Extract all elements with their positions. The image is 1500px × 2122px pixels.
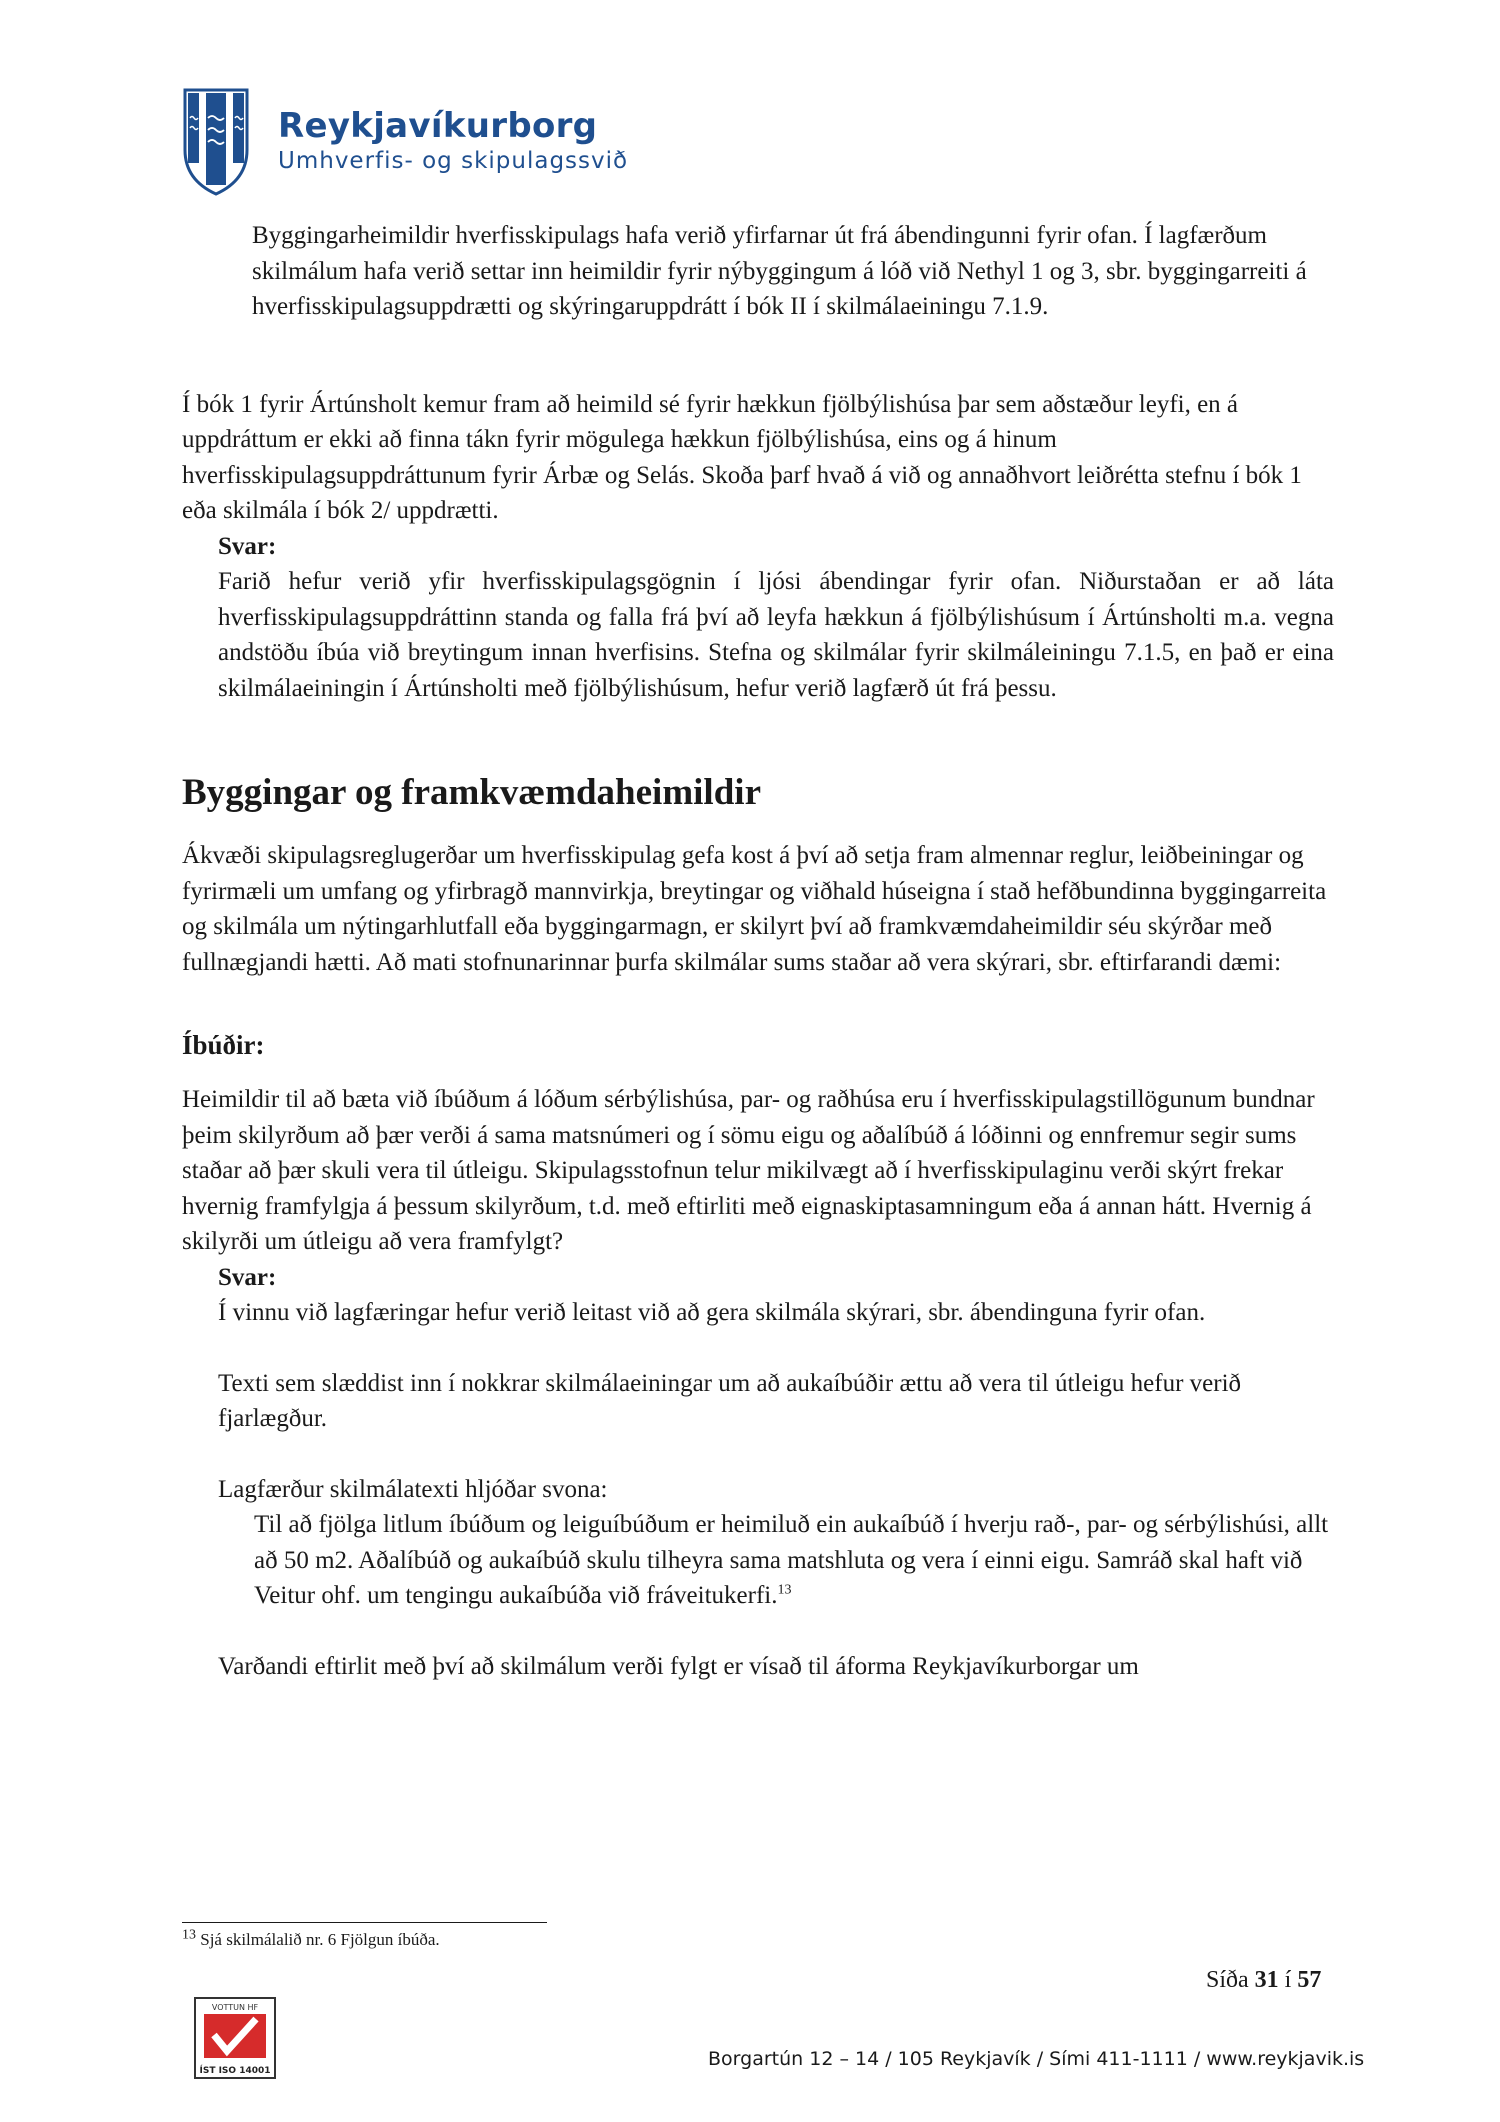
page-total: 57: [1297, 1967, 1322, 1993]
page-number: [1206, 1967, 1321, 1994]
page-prefix: Síða: [1206, 1967, 1255, 1993]
paragraph-framkvaemdaheimildir: Ákvæði skipulagsreglugerðar um hverfisskipulag gefa kost á því að setja fram almennar reglur, leiðbeiningar og fyrirmæli um umfang og yfirbragð mannvirkja, breytingar og viðhald húseigna í stað hefðbundinna byggingarreita og skilmála um nýtingarhlutfall eða byggingarmagn, er skilyrt því að framkvæmdaheimildir séu skýrðar með fullnægjandi hætti. Að mati stofnunarinnar þurfa skilmálar sums staðar að vera skýrari, sbr. eftirfarandi dæmi:: [182, 842, 1327, 976]
subheading-ibudir: Íbúðir:: [182, 1030, 265, 1060]
footnote: [182, 1927, 440, 1950]
answer-label-2: Svar:: [218, 1263, 277, 1291]
revised-text-body: Til að fjölga litlum íbúðum og leiguíbúðum er heimiluð ein aukaíbúð í hverju rað-, par- og sérbýlishúsi, allt að 50 m2. Aðalíbúð og aukaíbúð skulu tilheyra sama matshluta og vera í einni eigu. Samráð skal haft við Veitur ohf. um tengingu aukaíbúða við fráveitukerfi.: [254, 1511, 1329, 1609]
footnote-ref[interactable]: 13: [777, 1582, 792, 1598]
footnote-text: Sjá skilmálalið nr. 6 Fjölgun íbúða.: [196, 1930, 440, 1949]
paragraph-answer-artunsholt: Farið hefur verið yfir hverfisskipulagsgögnin í ljósi ábendingar fyrir ofan. Niðurstaðan er að láta hverfisskipulagsuppdráttinn standa og falla frá því að leyfa hækkun á fjölbýlishúsum í Ártúnsholti m.a. vegna andstöðu íbúa við breytingum innan hverfisins. Stefna og skilmálar fyrir skilmáleiningu 7.1.5, en það er eina skilmálaeiningin í Ártúnsholti með fjölbýlishúsum, hefur verið lagfærð út frá þessu.: [218, 568, 1334, 702]
page-current: 31: [1254, 1967, 1279, 1993]
answer-block-1: [218, 529, 1334, 707]
footnote-number: 13: [182, 1927, 196, 1943]
paragraph-answer-ibudir: Í vinnu við lagfæringar hefur verið leitast við að gera skilmála skýrari, sbr. ábendinguna fyrir ofan.: [218, 1299, 1206, 1326]
document-body: [182, 218, 1334, 1684]
paragraph-answer-nethyl: Byggingarheimildir hverfisskipulags hafa verið yfirfarnar út frá ábendingunni fyrir ofan. Í lagfærðum skilmálum hafa verið settar inn heimildir fyrir nýbyggingum á lóð við Nethyl 1 og 3, sbr. byggingarreiti á hverfisskipulagsuppdrætti og skýringaruppdrátt í bók II í skilmálaeiningu 7.1.9.: [252, 222, 1307, 320]
footnote-divider: [182, 1922, 547, 1923]
brand: [278, 106, 628, 176]
cert-bottom-text: ÍST ISO 14001: [199, 2066, 271, 2076]
page-separator: í: [1278, 1967, 1298, 1993]
section-heading: Byggingar og framkvæmdaheimildir: [182, 772, 761, 813]
brand-subtitle: Umhverfis- og skipulagssvið: [278, 148, 629, 174]
answer-label: Svar:: [218, 532, 277, 560]
paragraph-removed-text: Texti sem slæddist inn í nokkrar skilmálaeiningar um að aukaíbúðir ættu að vera til útleigu hefur verið fjarlægður.: [218, 1369, 1242, 1432]
paragraph-revised-text: [254, 1507, 1334, 1614]
paragraph-eftirlit: Varðandi eftirlit með því að skilmálum verði fylgt er vísað til áforma Reykjavíkurborgar um: [218, 1652, 1139, 1680]
answer-block-2: [218, 1260, 1334, 1685]
footer-address: Borgartún 12 – 14 / 105 Reykjavík / Sími 411-1111 / www.reykjavik.is: [708, 2048, 1365, 2070]
brand-name: Reykjavíkurborg: [278, 106, 598, 146]
paragraph-artunsholt-comment: Í bók 1 fyrir Ártúnsholt kemur fram að heimild sé fyrir hækkun fjölbýlishúsa þar sem aðstæður leyfi, en á uppdráttum er ekki að finna tákn fyrir mögulega hækkun fjölbýlishúsa, eins og á hinum hverfisskipulagsuppdráttunum fyrir Árbæ og Selás. Skoða þarf hvað á við og annaðhvort leiðrétta stefnu í bók 1 eða skilmála í bók 2/ uppdrætti.: [182, 390, 1302, 524]
reykjavik-coat-of-arms-logo: [183, 88, 249, 196]
iso-certification-badge: [194, 1997, 276, 2079]
cert-top-text: VOTTUN HF: [211, 2003, 259, 2012]
paragraph-ibudir-comment: Heimildir til að bæta við íbúðum á lóðum sérbýlishúsa, par- og raðhúsa eru í hverfisskipulagstillögunum bundnar þeim skilyrðum að þær verði á sama matsnúmeri og í sömu eigu og aðalíbúð á lóðinni og ennfremur segir sums staðar að þær skuli vera til útleigu. Skipulagsstofnun telur mikilvægt að í hverfisskipulaginu verði skýrt frekar hvernig framfylgja á þessum skilyrðum, t.d. með eftirliti með eignaskiptasamningum eða á annan hátt. Hvernig á skilyrði um útleigu að vera framfylgt?: [182, 1086, 1315, 1255]
paragraph-revised-intro: Lagfærður skilmálatexti hljóðar svona:: [218, 1475, 608, 1503]
